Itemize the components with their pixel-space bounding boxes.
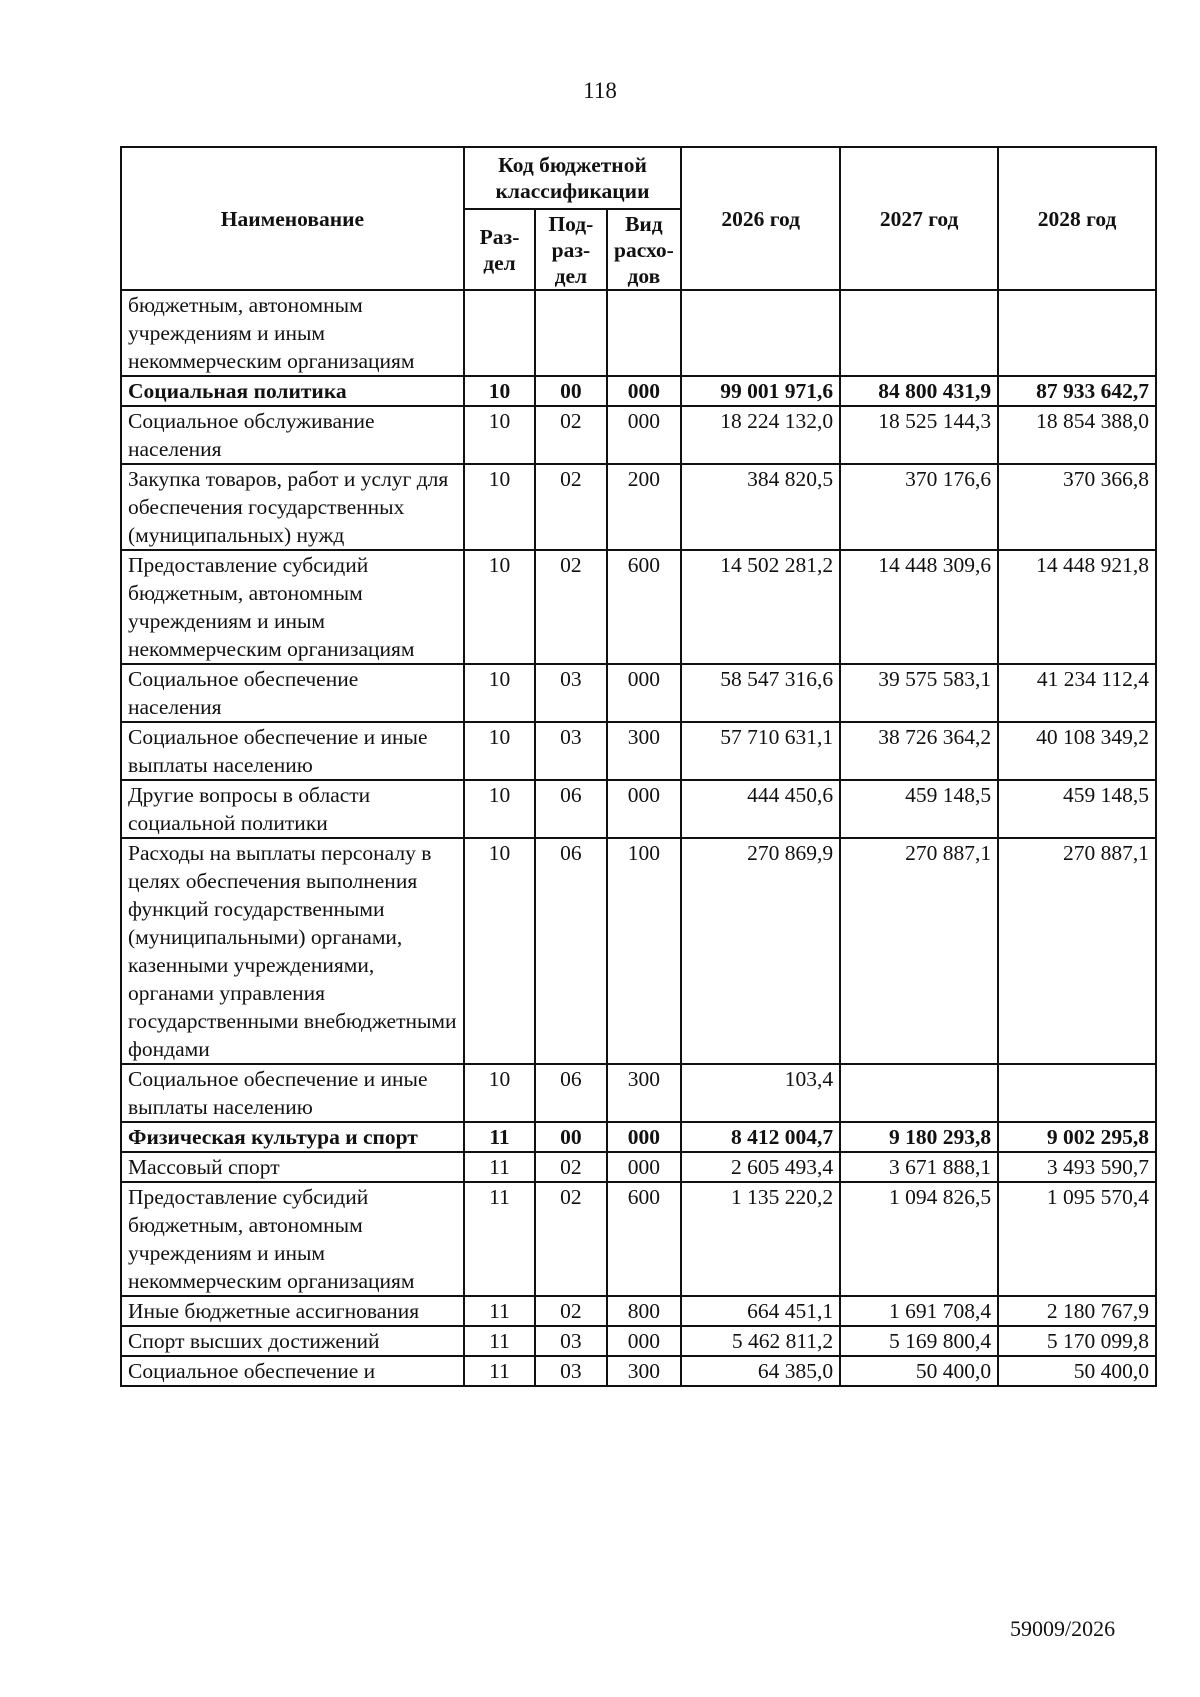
cell-razdel: 11: [464, 1356, 535, 1386]
cell-name: Социальное обеспечение и иные выплаты населению: [121, 722, 464, 780]
cell-y2026: 664 451,1: [681, 1296, 840, 1326]
cell-y2026: 18 224 132,0: [681, 406, 840, 464]
cell-y2026: 1 135 220,2: [681, 1182, 840, 1296]
table-row: [121, 780, 1156, 838]
cell-vid: 300: [607, 722, 682, 780]
cell-y2027: 370 176,6: [840, 464, 998, 550]
table-row: [121, 1356, 1156, 1386]
cell-vid: 100: [607, 838, 682, 1064]
cell-podrazdel: [535, 290, 606, 376]
cell-y2026: [681, 290, 840, 376]
table-row: [121, 1296, 1156, 1326]
cell-vid: 000: [607, 1152, 682, 1182]
cell-razdel: 11: [464, 1152, 535, 1182]
cell-y2027: 18 525 144,3: [840, 406, 998, 464]
header-razdel: Раз-дел: [464, 209, 535, 290]
cell-y2027: [840, 1064, 998, 1122]
cell-razdel: 10: [464, 376, 535, 406]
cell-name: Социальная политика: [121, 376, 464, 406]
header-name: Наименование: [121, 147, 464, 290]
cell-y2028: [998, 1064, 1156, 1122]
cell-y2028: 370 366,8: [998, 464, 1156, 550]
cell-razdel: 11: [464, 1296, 535, 1326]
cell-y2028: 270 887,1: [998, 838, 1156, 1064]
cell-razdel: 11: [464, 1182, 535, 1296]
cell-name: Социальное обеспечение населения: [121, 664, 464, 722]
cell-y2028: 14 448 921,8: [998, 550, 1156, 664]
cell-vid: [607, 290, 682, 376]
cell-podrazdel: 03: [535, 664, 606, 722]
cell-razdel: 10: [464, 1064, 535, 1122]
cell-y2026: 384 820,5: [681, 464, 840, 550]
cell-vid: 000: [607, 664, 682, 722]
cell-y2028: 41 234 112,4: [998, 664, 1156, 722]
cell-y2026: 14 502 281,2: [681, 550, 840, 664]
cell-y2028: 40 108 349,2: [998, 722, 1156, 780]
table-row: [121, 1152, 1156, 1182]
document-id: 59009/2026: [1010, 1616, 1116, 1641]
table-row: [121, 464, 1156, 550]
cell-vid: 600: [607, 1182, 682, 1296]
cell-name: Физическая культура и спорт: [121, 1122, 464, 1152]
cell-vid: 300: [607, 1356, 682, 1386]
cell-vid: 800: [607, 1296, 682, 1326]
cell-podrazdel: 02: [535, 464, 606, 550]
cell-razdel: 10: [464, 406, 535, 464]
cell-name: Другие вопросы в области социальной политики: [121, 780, 464, 838]
cell-y2027: 5 169 800,4: [840, 1326, 998, 1356]
cell-y2026: 444 450,6: [681, 780, 840, 838]
cell-y2027: 1 094 826,5: [840, 1182, 998, 1296]
table-body: [121, 290, 1156, 1386]
cell-name: бюджетным, автономным учреждениям и иным некоммерческим организациям: [121, 290, 464, 376]
table-row: [121, 290, 1156, 376]
cell-y2027: 38 726 364,2: [840, 722, 998, 780]
cell-vid: 300: [607, 1064, 682, 1122]
cell-y2027: [840, 290, 998, 376]
cell-vid: 000: [607, 376, 682, 406]
cell-y2027: 3 671 888,1: [840, 1152, 998, 1182]
table-row: [121, 1064, 1156, 1122]
table-row: [121, 1122, 1156, 1152]
cell-y2027: 9 180 293,8: [840, 1122, 998, 1152]
cell-y2026: 2 605 493,4: [681, 1152, 840, 1182]
cell-y2028: 18 854 388,0: [998, 406, 1156, 464]
cell-name: Социальное обеспечение и иные выплаты населению: [121, 1064, 464, 1122]
cell-podrazdel: 02: [535, 1152, 606, 1182]
cell-podrazdel: 02: [535, 1296, 606, 1326]
cell-vid: 200: [607, 464, 682, 550]
cell-name: Закупка товаров, работ и услуг для обеспечения государственных (муниципальных) нужд: [121, 464, 464, 550]
cell-y2027: 270 887,1: [840, 838, 998, 1064]
cell-y2027: 459 148,5: [840, 780, 998, 838]
cell-vid: 000: [607, 1326, 682, 1356]
cell-razdel: 10: [464, 664, 535, 722]
cell-y2026: 8 412 004,7: [681, 1122, 840, 1152]
header-2028: 2028 год: [998, 147, 1156, 290]
cell-y2028: 5 170 099,8: [998, 1326, 1156, 1356]
cell-y2026: 64 385,0: [681, 1356, 840, 1386]
cell-vid: 000: [607, 780, 682, 838]
cell-vid: 000: [607, 406, 682, 464]
cell-name: Социальное обеспечение и: [121, 1356, 464, 1386]
header-2026: 2026 год: [681, 147, 840, 290]
cell-y2027: 1 691 708,4: [840, 1296, 998, 1326]
cell-y2028: 459 148,5: [998, 780, 1156, 838]
cell-y2026: 58 547 316,6: [681, 664, 840, 722]
cell-y2026: 99 001 971,6: [681, 376, 840, 406]
cell-podrazdel: 03: [535, 1326, 606, 1356]
header-vid: Вид расхо-дов: [607, 209, 682, 290]
cell-razdel: 10: [464, 838, 535, 1064]
cell-name: Расходы на выплаты персоналу в целях обеспечения выполнения функций государственными (муниципальными) органами, казенными учреждениями, органами управления государственными внебюджетными фондами: [121, 838, 464, 1064]
table-row: [121, 838, 1156, 1064]
cell-y2027: 14 448 309,6: [840, 550, 998, 664]
cell-name: Иные бюджетные ассигнования: [121, 1296, 464, 1326]
cell-y2026: 57 710 631,1: [681, 722, 840, 780]
header-code-group: Код бюджетной классификации: [464, 147, 681, 209]
cell-y2027: 84 800 431,9: [840, 376, 998, 406]
cell-y2028: 50 400,0: [998, 1356, 1156, 1386]
cell-razdel: 10: [464, 464, 535, 550]
header-2027: 2027 год: [840, 147, 998, 290]
cell-name: Предоставление субсидий бюджетным, автономным учреждениям и иным некоммерческим организациям: [121, 1182, 464, 1296]
cell-name: Предоставление субсидий бюджетным, автономным учреждениям и иным некоммерческим организациям: [121, 550, 464, 664]
cell-y2026: 270 869,9: [681, 838, 840, 1064]
cell-y2027: 39 575 583,1: [840, 664, 998, 722]
cell-y2028: 2 180 767,9: [998, 1296, 1156, 1326]
cell-podrazdel: 06: [535, 1064, 606, 1122]
cell-y2028: [998, 290, 1156, 376]
cell-podrazdel: 00: [535, 1122, 606, 1152]
header-podrazdel: Под-раз-дел: [535, 209, 606, 290]
cell-razdel: 10: [464, 550, 535, 664]
cell-razdel: 10: [464, 722, 535, 780]
cell-podrazdel: 06: [535, 838, 606, 1064]
cell-name: Спорт высших достижений: [121, 1326, 464, 1356]
table-row: [121, 1182, 1156, 1296]
cell-razdel: [464, 290, 535, 376]
table-row: [121, 664, 1156, 722]
cell-y2028: 87 933 642,7: [998, 376, 1156, 406]
cell-podrazdel: 00: [535, 376, 606, 406]
cell-razdel: 11: [464, 1122, 535, 1152]
table-row: [121, 1326, 1156, 1356]
cell-podrazdel: 02: [535, 1182, 606, 1296]
cell-razdel: 11: [464, 1326, 535, 1356]
cell-vid: 600: [607, 550, 682, 664]
cell-podrazdel: 02: [535, 550, 606, 664]
cell-podrazdel: 02: [535, 406, 606, 464]
cell-y2028: 3 493 590,7: [998, 1152, 1156, 1182]
cell-y2026: 103,4: [681, 1064, 840, 1122]
cell-name: Массовый спорт: [121, 1152, 464, 1182]
cell-y2026: 5 462 811,2: [681, 1326, 840, 1356]
cell-y2027: 50 400,0: [840, 1356, 998, 1386]
budget-table: [120, 146, 1157, 1387]
table-row: [121, 376, 1156, 406]
cell-podrazdel: 03: [535, 1356, 606, 1386]
cell-podrazdel: 03: [535, 722, 606, 780]
cell-y2028: 9 002 295,8: [998, 1122, 1156, 1152]
table-row: [121, 722, 1156, 780]
table-row: [121, 550, 1156, 664]
cell-vid: 000: [607, 1122, 682, 1152]
page-number: 118: [583, 78, 617, 103]
cell-podrazdel: 06: [535, 780, 606, 838]
table-row: [121, 406, 1156, 464]
cell-y2028: 1 095 570,4: [998, 1182, 1156, 1296]
cell-name: Социальное обслуживание населения: [121, 406, 464, 464]
cell-razdel: 10: [464, 780, 535, 838]
